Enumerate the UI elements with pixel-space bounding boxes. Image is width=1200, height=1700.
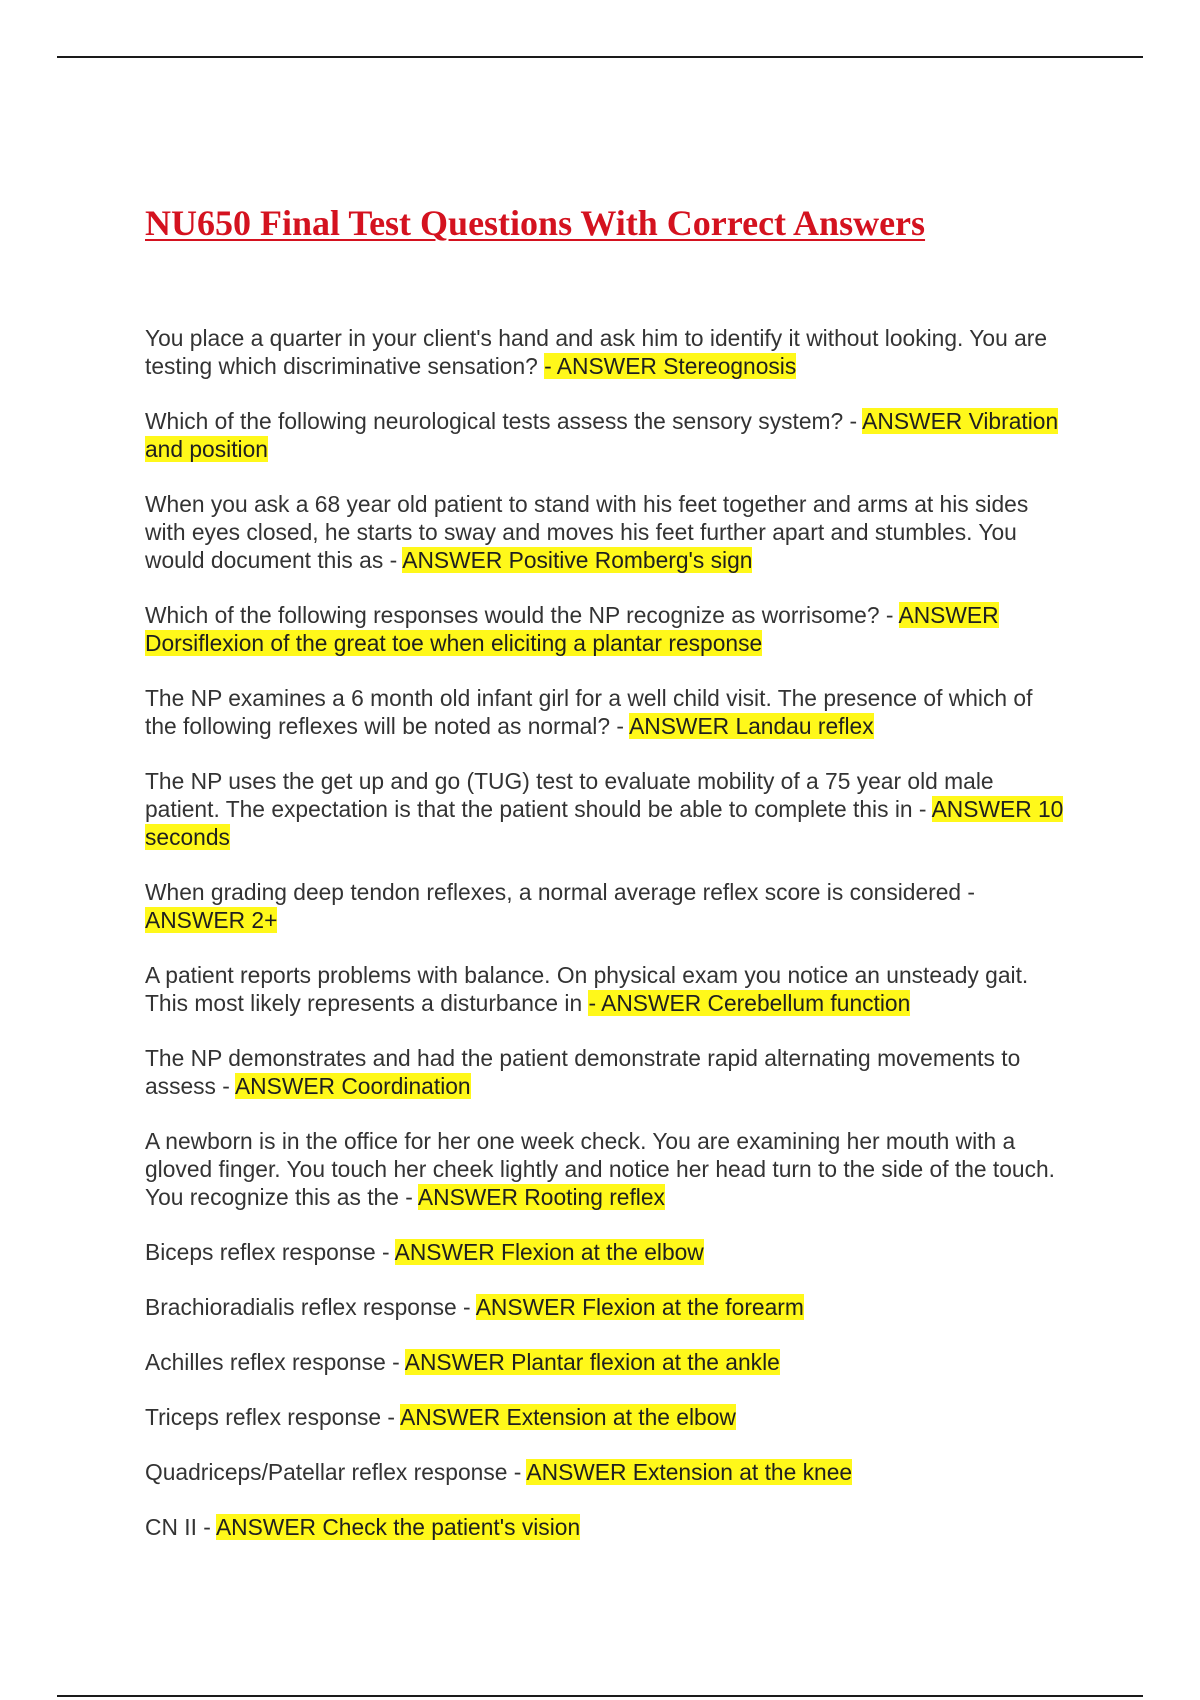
question-text: When grading deep tendon reflexes, a normal average reflex score is considered - — [145, 879, 976, 905]
document-title: NU650 Final Test Questions With Correct Answers — [145, 203, 926, 243]
answer-highlight: - ANSWER Cerebellum function — [588, 990, 911, 1016]
answer-highlight: ANSWER Extension at the elbow — [400, 1404, 736, 1430]
qa-item — [145, 1348, 1065, 1376]
answer-highlight: ANSWER 2+ — [145, 907, 278, 933]
qa-item — [145, 1458, 1065, 1486]
qa-item — [145, 1513, 1065, 1541]
question-text: Brachioradialis reflex response - — [145, 1294, 476, 1320]
question-text: The NP uses the get up and go (TUG) test to evaluate mobility of a 75 year old male patient. The expectation is that the patient should be able to complete this in - — [145, 768, 994, 822]
question-text: A newborn is in the office for her one week check. You are examining her mouth with a gloved finger. You touch her cheek lightly and notice her head turn to the side of the touch. You recognize this as the - — [145, 1128, 1055, 1210]
qa-item — [145, 684, 1065, 740]
qa-item — [145, 407, 1065, 463]
answer-highlight: ANSWER 10 seconds — [145, 796, 1064, 850]
answer-highlight: ANSWER Coordination — [234, 1073, 471, 1099]
question-text: Biceps reflex response - — [145, 1239, 395, 1265]
document-body — [145, 200, 1065, 1568]
question-text: Achilles reflex response - — [145, 1349, 405, 1375]
answer-highlight: ANSWER Vibration and position — [145, 408, 1059, 462]
question-text: CN II - — [145, 1514, 216, 1540]
qa-item — [145, 1403, 1065, 1431]
question-text: The NP demonstrates and had the patient demonstrate rapid alternating movements to assess - — [145, 1045, 1021, 1099]
qa-item — [145, 324, 1065, 380]
answer-highlight: ANSWER Plantar flexion at the ankle — [404, 1349, 780, 1375]
answer-highlight: ANSWER Extension at the knee — [526, 1459, 853, 1485]
qa-item — [145, 767, 1065, 851]
answer-highlight: - ANSWER Stereognosis — [544, 353, 797, 379]
qa-item — [145, 961, 1065, 1017]
answer-highlight: ANSWER Landau reflex — [629, 713, 874, 739]
qa-item — [145, 601, 1065, 657]
question-text: A patient reports problems with balance. On physical exam you notice an unsteady gait. This most likely represents a disturbance in — [145, 962, 1029, 1016]
qa-item — [145, 1293, 1065, 1321]
qa-item — [145, 490, 1065, 574]
answer-highlight: ANSWER Flexion at the forearm — [475, 1294, 804, 1320]
question-text: Triceps reflex response - — [145, 1404, 401, 1430]
qa-item — [145, 1127, 1065, 1211]
question-text: The NP examines a 6 month old infant girl for a well child visit. The presence of which of the following reflexes will be noted as normal? - — [145, 685, 1033, 739]
answer-highlight: ANSWER Flexion at the elbow — [394, 1239, 704, 1265]
qa-item — [145, 1238, 1065, 1266]
answer-highlight: ANSWER Positive Romberg's sign — [402, 547, 753, 573]
answer-highlight: ANSWER Check the patient's vision — [215, 1514, 581, 1540]
bottom-rule — [57, 1695, 1143, 1697]
question-text: Quadriceps/Patellar reflex response - — [145, 1459, 527, 1485]
qa-item — [145, 878, 1065, 934]
answer-highlight: ANSWER Rooting reflex — [417, 1184, 665, 1210]
top-rule — [57, 56, 1143, 58]
question-text: You place a quarter in your client's hand and ask him to identify it without looking. You are testing which discriminative sensation? — [145, 325, 1048, 379]
question-text: When you ask a 68 year old patient to stand with his feet together and arms at his sides with eyes closed, he starts to sway and moves his feet further apart and stumbles. You would document this as - — [145, 491, 1029, 573]
qa-item — [145, 1044, 1065, 1100]
question-text: Which of the following neurological tests assess the sensory system? - — [145, 408, 863, 434]
question-text: Which of the following responses would the NP recognize as worrisome? - — [145, 602, 899, 628]
answer-highlight: ANSWER Dorsiflexion of the great toe when eliciting a plantar response — [145, 602, 999, 656]
